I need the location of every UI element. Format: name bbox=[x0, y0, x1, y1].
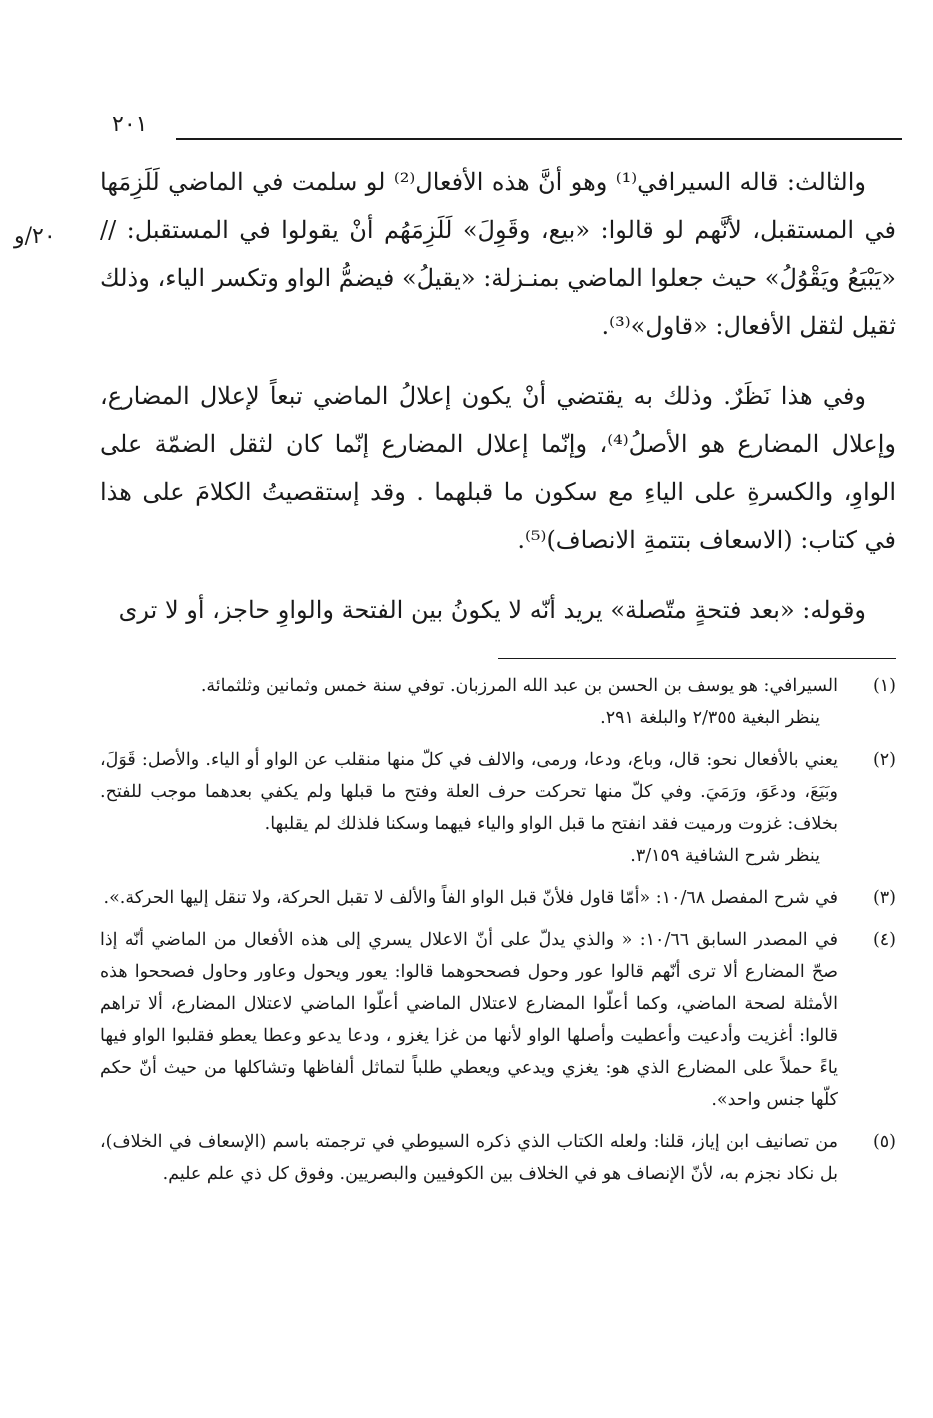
footnote-number: (٣) bbox=[872, 888, 896, 908]
main-text bbox=[100, 158, 896, 634]
footnote-line: ينظر البغية ٢/٣٥٥ والبلغة ٢٩١. bbox=[600, 708, 820, 728]
paragraph: وقوله: «بعد فتحةٍ متّصلة» يريد أنّه لا يكونُ بين الفتحة والواوِ حاجز، أو لا ترى bbox=[118, 596, 866, 624]
footnote-5 bbox=[100, 1126, 896, 1190]
footnote-line: يعني بالأفعال نحو: قال، وباع، ودعا، ورمى، والالف في كلّ منها منقلب عن الواو أو الياء. والأصل: قَوَلَ، وبَيَعَ، ودعَوَ، ورَمَيَ. وفي كلّ منها تحركت حرف العلة وفتح ما قبلها ولم يكفي بعدهما موجب للفتح. بخلاف: غزوت ورميت فقد انفتح ما قبل الواو والياء فيهما وسكنا فلذلك لم يقلبها. bbox=[100, 750, 838, 834]
footnote-line: من تصانيف ابن إياز، قلنا: ولعله الكتاب الذي ذكره السيوطي في ترجمته باسم (الإسعاف في الخلاف)، بل نكاد نجزم به، لأنّ الإنصاف هو في الخلاف بين الكوفيين والبصريين. وفوق كل ذي علم عليم. bbox=[100, 1132, 838, 1184]
footnote-text bbox=[100, 744, 838, 872]
footnote-text bbox=[100, 924, 838, 1116]
page-number: ٢٠١ bbox=[112, 112, 148, 137]
footnotes bbox=[100, 670, 896, 1200]
footnote-line: ينظر شرح الشافية ٣/١٥٩. bbox=[630, 846, 820, 866]
footnote-text bbox=[100, 670, 838, 734]
footnote-4 bbox=[100, 924, 896, 1116]
footnote-number: (١) bbox=[872, 676, 896, 696]
header-rule bbox=[176, 138, 902, 140]
footnote-line: السيرافي: هو يوسف بن الحسن بن عبد الله المرزبان. توفي سنة خمس وثمانين وثلثمائة. bbox=[200, 676, 838, 696]
footnote-2 bbox=[100, 744, 896, 872]
footnote-1 bbox=[100, 670, 896, 734]
footnote-text bbox=[100, 882, 838, 914]
margin-note: ٢٠/و bbox=[14, 224, 56, 249]
footnote-number: (٤) bbox=[872, 930, 896, 950]
paragraph: وفي هذا نَظَرٌ. وذلك به يقتضي أنْ يكون إعلالُ الماضي تبعاً لإعلال المضارع، وإعلال المضارع هو الأصلُ⁽⁴⁾، وإنّما إعلال المضارع إنّما كان لثقل الضمّة على الواوِ، والكسرةِ على الياءِ مع سكون ما قبلهما . وقد إستقصيتُ الكلامَ على هذا في كتاب: (الاسعاف بتتمةِ الانصاف)⁽⁵⁾. bbox=[100, 382, 896, 554]
footnote-line: في المصدر السابق ١٠/٦٦: « والذي يدلّ على أنّ الاعلال يسري إلى هذه الأفعال من الماضي أنّه إذا صحّ المضارع ألا ترى أنّهم قالوا عور وحول فصححوهما قالوا: يعور ويحول وعاور وحاول فصححوا هذه الأمثلة لصحة الماضي، وكما أعلّوا المضارع لاعتلال الماضي أعلّوا الماضي لاعتلال المضارع، ألا تراهم قالوا: أغزيت وأدعيت وأعطيت وأصلها الواو لأنها من غزا يغزو ، ودعا يدعو وعطا يعطو فقلبوا الواو فيها ياءً حملاً على المضارع الذي هو: يغزي ويدعي ويعطي طلباً لتماثل ألفاظها وتشاكلها من حيث أنّ حكم كلّها جنس واحد». bbox=[100, 930, 838, 1110]
footnote-line: في شرح المفصل ١٠/٦٨: «أمّا قاول فلأنّ قبل الواو الفاً والألف لا تقبل الحركة، ولا تنقل إليها الحركة.». bbox=[103, 888, 838, 908]
footnote-number: (٥) bbox=[872, 1132, 896, 1152]
footnote-3 bbox=[100, 882, 896, 914]
footnote-rule bbox=[498, 658, 896, 659]
footnote-text bbox=[100, 1126, 838, 1190]
footnote-number: (٢) bbox=[872, 750, 896, 770]
paragraph: والثالث: قاله السيرافي⁽¹⁾ وهو أنَّ هذه الأفعال⁽²⁾ لو سلمت في الماضي لَلَزِمَها في المستقبل، لأنَّهم لو قالوا: «بيع، وقَوِلَ» لَلَزِمَهُم أنْ يقولوا في المستقبل: // «يَبْيَعُ ويَقْوُلُ» حيث جعلوا الماضي بمنـزلة: «يقيلُ» فيضمُّ الواو وتكسر الياء، وذلك ثقيل لثقل الأفعال: «قاول»⁽³⁾. bbox=[100, 168, 896, 340]
